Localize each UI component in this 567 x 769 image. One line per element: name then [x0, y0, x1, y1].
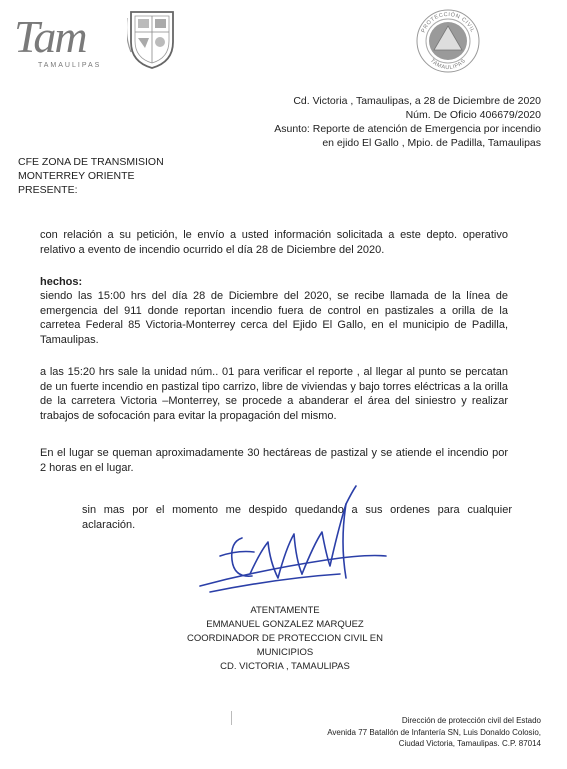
handwritten-signature: [190, 482, 390, 594]
pc-logo-top-text: PROTECCIÓN CIVIL: [420, 11, 476, 34]
closing-paragraph: sin mas por el momento me despido quedando a sus ordenes para cualquier aclaración.: [82, 504, 512, 531]
date-line: Cd. Victoria , Tamaulipas, a 28 de Diciembre de 2020: [293, 95, 541, 107]
tam-logo: [14, 11, 124, 72]
footer-line-2: Avenida 77 Batallón de Infantería SN, Luis Donaldo Colosio,: [327, 727, 541, 737]
tam-logo-subtitle: TAMAULIPAS: [38, 62, 102, 69]
signature-atentamente: ATENTAMENTE: [250, 605, 320, 616]
signature-block: [160, 604, 410, 674]
addressee-line-2: MONTERREY ORIENTE: [18, 170, 135, 182]
footer-address: [327, 715, 541, 750]
tam-logo-text: Tam: [14, 11, 86, 62]
addressee-line-3: PRESENTE:: [18, 184, 78, 196]
stray-mark: [231, 711, 236, 725]
signer-name: EMMANUEL GONZALEZ MARQUEZ: [206, 619, 364, 630]
proteccion-civil-logo: [415, 8, 481, 74]
signer-location: CD. VICTORIA , TAMAULIPAS: [220, 661, 350, 672]
addressee-line-1: CFE ZONA DE TRANSMISION: [18, 156, 164, 168]
paragraph-unit-dispatch: a las 15:20 hrs sale la unidad núm.. 01 para verificar el reporte , al llegar al punto se percatan de un fuerte incendio en pastizal tipo carrizo, libre de viviendas y bajo torres eléctricas a la orilla de la carretera Victoria –Monterrey, se procede a abanderar el área del siniestro y realizar trabajos de sofocación para evitar la propagación del mismo.: [40, 366, 508, 422]
pc-logo-bottom-text: TAMAULIPAS: [428, 57, 468, 72]
footer-line-1: Dirección de protección civil del Estado: [401, 716, 541, 725]
hechos-heading: hechos:: [40, 276, 83, 288]
addressee: [18, 155, 164, 197]
paragraph-area-burned: En el lugar se queman aproximadamente 30 hectáreas de pastizal y se atiende el incendio por 2 horas en el lugar.: [40, 447, 508, 474]
asunto-line-2: en ejido El Gallo , Mpio. de Padilla, Tamaulipas: [322, 137, 541, 149]
paragraph-call-report: siendo las 15:00 hrs del día 28 de Diciembre del 2020, se recibe llamada de la línea de emergencia del 911 donde reportan incendio fuera de control en pastizales a orilla de la carretea Federal 85 Victoria-Monterrey cerca del Ejido El Gallo, en el municipio de Padilla, Tamaulipas.: [40, 290, 508, 346]
asunto-line-1: Asunto: Reporte de atención de Emergencia por incendio: [274, 123, 541, 135]
tamaulipas-coat-of-arms-icon: [127, 8, 177, 70]
paragraph-intro: con relación a su petición, le envío a usted información solicitada a este depto. operativo relativo a evento de incendio ocurrido el día 28 de Diciembre del 2020.: [40, 229, 508, 256]
oficio-number: Núm. De Oficio 406679/2020: [405, 109, 541, 121]
signer-title: COORDINADOR DE PROTECCION CIVIL EN MUNICIPIOS: [186, 633, 383, 658]
letter-header-info: [274, 94, 541, 150]
footer-line-3: Ciudad Victoria, Tamaulipas. C.P. 87014: [398, 739, 541, 748]
